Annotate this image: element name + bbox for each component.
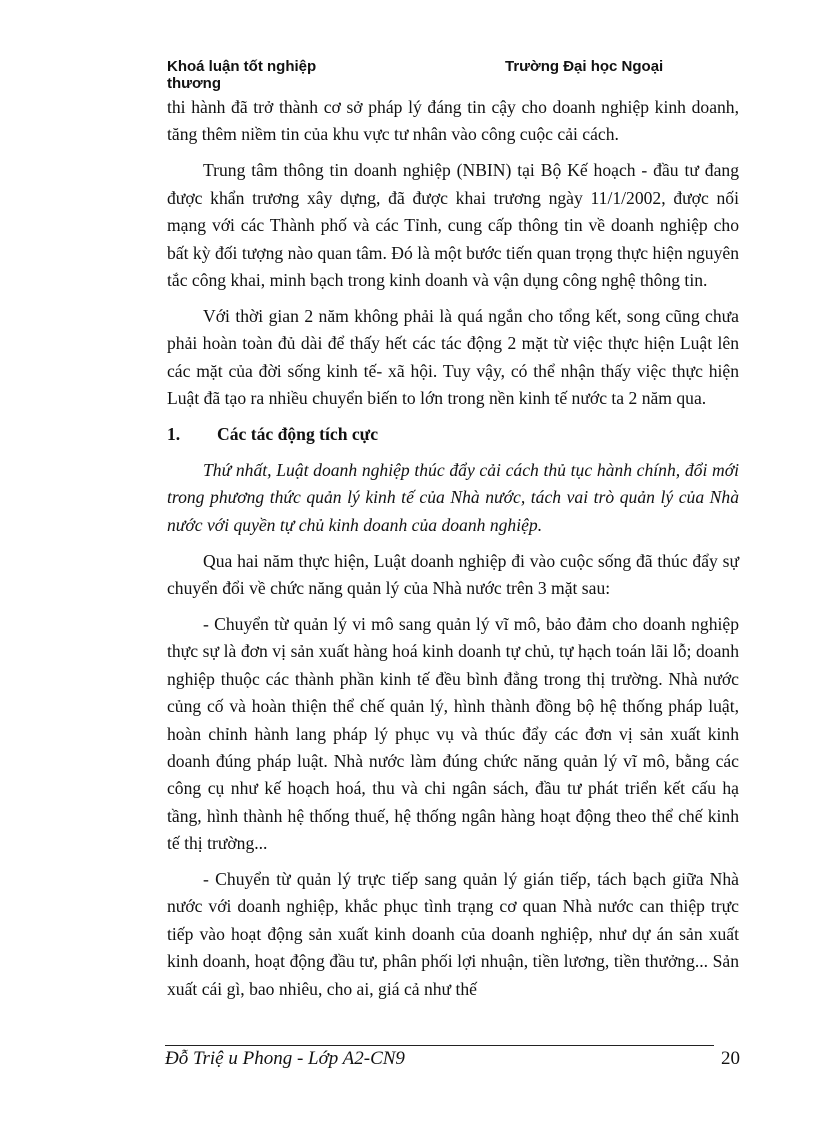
paragraph-nbin: Trung tâm thông tin doanh nghiệp (NBIN) tại Bộ Kế hoạch - đầu tư đang được khẩn trương xây dựng, đã được khai trương ngày 11/1/2002, được nối mạng với các Thành phố và các Tỉnh, cung cấp thông tin về doanh nghiệp cho bất kỳ đối tượng nào quan tâm. Đó là một bước tiến quan trọng thực hiện nguyên tắc công khai, minh bạch trong kinh doanh và vận dụng công nghệ thông tin.	[167, 160, 739, 290]
page-footer	[165, 1046, 740, 1072]
section-title: Các tác động tích cực	[217, 423, 379, 444]
page-number: 20	[721, 1048, 740, 1069]
header-university-name: Trường Đại học Ngoại	[505, 58, 664, 75]
footer-author: Đỗ Triệ u Phong - Lớp A2-CN9	[165, 1048, 405, 1069]
section-heading	[167, 421, 739, 448]
page-body	[167, 94, 739, 1012]
section-number: 1.	[167, 423, 181, 444]
paragraph-micro-to-macro: - Chuyển từ quản lý vi mô sang quản lý vĩ mô, bảo đảm cho doanh nghiệp thực sự là đơn vị sản xuất hàng hoá kinh doanh tự chủ, tự hạch toán lãi lỗ; doanh nghiệp thuộc các thành phần kinh tế đều bình đẳng trong thị trường. Nhà nước củng cố và hoàn thiện thể chế quản lý, hình thành đồng bộ hệ thống pháp luật, hoàn chỉnh hành lang pháp lý phục vụ và thúc đẩy các đơn vị sản xuất kinh doanh đúng pháp luật. Nhà nước làm đúng chức năng quản lý vĩ mô, bằng các công cụ như kế hoạch hoá, thu và chi ngân sách, đầu tư phát triển kết cấu hạ tầng, hình thành hệ thống thuế, hệ thống ngân hàng hoạt động theo thể chế kinh tế thị trường...	[167, 613, 739, 854]
header-thesis-title: Khoá luận tốt nghiệp thương	[167, 58, 317, 92]
paragraph-direct-to-indirect: - Chuyển từ quản lý trực tiếp sang quản lý gián tiếp, tách bạch giữa Nhà nước với doanh nghiệp, khắc phục tình trạng cơ quan Nhà nước can thiệp trực tiếp vào hoạt động sản xuất kinh doanh của doanh nghiệp, như dự án sản xuất kinh doanh, hoạt động đầu tư, phân phối lợi nhuận, tiền lương, tiền thưởng... Sản xuất cái gì, bao nhiêu, cho ai, giá cả như thế	[167, 869, 739, 999]
page-header	[167, 58, 727, 94]
paragraph-two-years: Với thời gian 2 năm không phải là quá ngắn cho tổng kết, song cũng chưa phải hoàn toàn đủ dài để thấy hết các tác động 2 mặt từ việc thực hiện Luật lên các mặt của đời sống kinh tế- xã hội. Tuy vậy, có thể nhận thấy việc thực hiện Luật đã tạo ra nhiều chuyển biến to lớn trong nền kinh tế nước ta 2 năm qua.	[167, 305, 739, 409]
paragraph-first-point: Thứ nhất, Luật doanh nghiệp thúc đẩy cải cách thủ tục hành chính, đổi mới trong phương thức quản lý kinh tế của Nhà nước, tách vai trò quản lý của Nhà nước với quyền tự chủ kinh doanh của doanh nghiệp.	[167, 459, 739, 535]
paragraph-two-years-implementation: Qua hai năm thực hiện, Luật doanh nghiệp đi vào cuộc sống đã thúc đẩy sự chuyển đổi về chức năng quản lý của Nhà nước trên 3 mặt sau:	[167, 550, 739, 598]
paragraph-continued: thi hành đã trở thành cơ sở pháp lý đáng tin cậy cho doanh nghiệp kinh doanh, tăng thêm niềm tin của khu vực tư nhân vào công cuộc cải cách.	[167, 97, 739, 145]
